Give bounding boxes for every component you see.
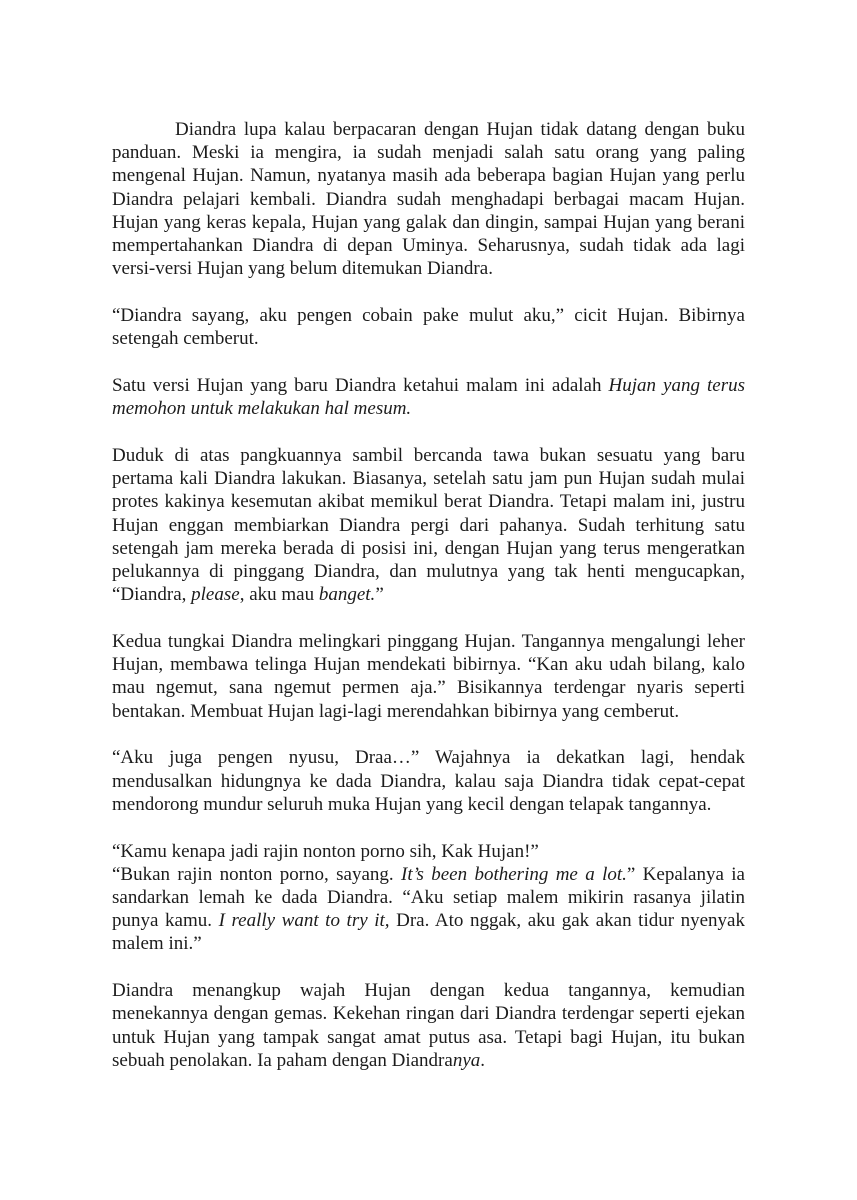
text-run: ”: [375, 584, 384, 606]
text-run: , aku mau: [239, 584, 319, 606]
paragraph-spacer: [112, 420, 745, 444]
paragraph: [112, 840, 745, 863]
paragraph: [112, 374, 745, 420]
text-run: Kedua tungkai Diandra melingkari pinggang Hujan. Tangannya mengalungi leher Hujan, membawa telinga Hujan mendekati bibirnya. “Kan aku udah bilang, kalo mau ngemut, sana ngemut permen aja.” Bisikannya terdengar nyaris seperti bentakan. Membuat Hujan lagi-lagi merendahkan bibirnya yang cemberut.: [112, 631, 745, 722]
italic-text: please: [191, 584, 240, 606]
italic-text: It’s been bothering me a lot.: [401, 863, 627, 885]
paragraph: [112, 304, 745, 350]
paragraph-spacer: [112, 350, 745, 374]
italic-text: I really want to try it,: [218, 910, 390, 932]
paragraph-spacer: [112, 723, 745, 747]
text-run: “Kamu kenapa jadi rajin nonton porno sih, Kak Hujan!”: [112, 840, 539, 862]
paragraph: [112, 746, 745, 816]
paragraph-spacer: [112, 956, 745, 980]
text-run: “Bukan rajin nonton porno, sayang.: [112, 863, 402, 885]
text-run: Diandra lupa kalau berpacaran dengan Hujan tidak datang dengan buku panduan. Meski ia mengira, ia sudah menjadi salah satu orang yang paling mengenal Hujan. Namun, nyatanya masih ada beberapa bagian Hujan yang perlu Diandra pelajari kembali. Diandra sudah menghadapi berbagai macam Hujan. Hujan yang keras kepala, Hujan yang galak dan dingin, sampai Hujan yang berani mempertahankan Diandra di depan Uminya. Seharusnya, sudah tidak ada lagi versi-versi Hujan yang belum ditemukan Diandra.: [112, 119, 745, 280]
text-run: Dra. Ato nggak, aku gak akan tidur nyenyak malem ini.”: [112, 910, 745, 955]
text-run: .: [480, 1049, 485, 1071]
paragraph: [112, 118, 745, 280]
text-run: “Diandra sayang, aku pengen cobain pake mulut aku,” cicit Hujan. Bibirnya setengah cemberut.: [112, 305, 745, 350]
paragraph-spacer: [112, 606, 745, 630]
paragraph-spacer: [112, 280, 745, 304]
text-run: Satu versi Hujan yang baru Diandra ketahui malam ini adalah: [112, 375, 609, 397]
text-run: Diandra menangkup wajah Hujan dengan kedua tangannya, kemudian menekannya dengan gemas. Kekehan ringan dari Diandra terdengar seperti ejekan untuk Hujan yang tampak sangat amat putus asa. Tetapi bagi Hujan, itu bukan sebuah penolakan. Ia paham dengan Diandra: [112, 980, 745, 1071]
italic-text: banget.: [318, 584, 376, 606]
document-body: [112, 118, 745, 1072]
paragraph: [112, 863, 745, 956]
paragraph-spacer: [112, 816, 745, 840]
italic-text: Hujan yang terus memohon untuk melakukan hal mesum.: [112, 375, 745, 420]
text-run: “Aku juga pengen nyusu, Draa…” Wajahnya ia dekatkan lagi, hendak mendusalkan hidungnya ke dada Diandra, kalau saja Diandra tidak cepat-cepat mendorong mundur seluruh muka Hujan yang kecil dengan telapak tangannya.: [112, 747, 745, 815]
paragraph: [112, 444, 745, 606]
text-run: Duduk di atas pangkuannya sambil bercanda tawa bukan sesuatu yang baru pertama kali Diandra lakukan. Biasanya, setelah satu jam pun Hujan sudah mulai protes kakinya kesemutan akibat memikul berat Diandra. Tetapi malam ini, justru Hujan enggan membiarkan Diandra pergi dari pahanya. Sudah terhitung satu setengah jam mereka berada di posisi ini, dengan Hujan yang terus mengeratkan pelukannya di pinggang Diandra, dan mulutnya yang tak henti mengucapkan, “Diandra,: [112, 445, 745, 606]
italic-text: nya: [452, 1049, 481, 1071]
paragraph: [112, 979, 745, 1072]
paragraph: [112, 630, 745, 723]
text-run: ” Kepalanya ia sandarkan lemah ke dada Diandra. “Aku setiap malem mikirin rasanya jilatin punya kamu.: [112, 863, 745, 932]
